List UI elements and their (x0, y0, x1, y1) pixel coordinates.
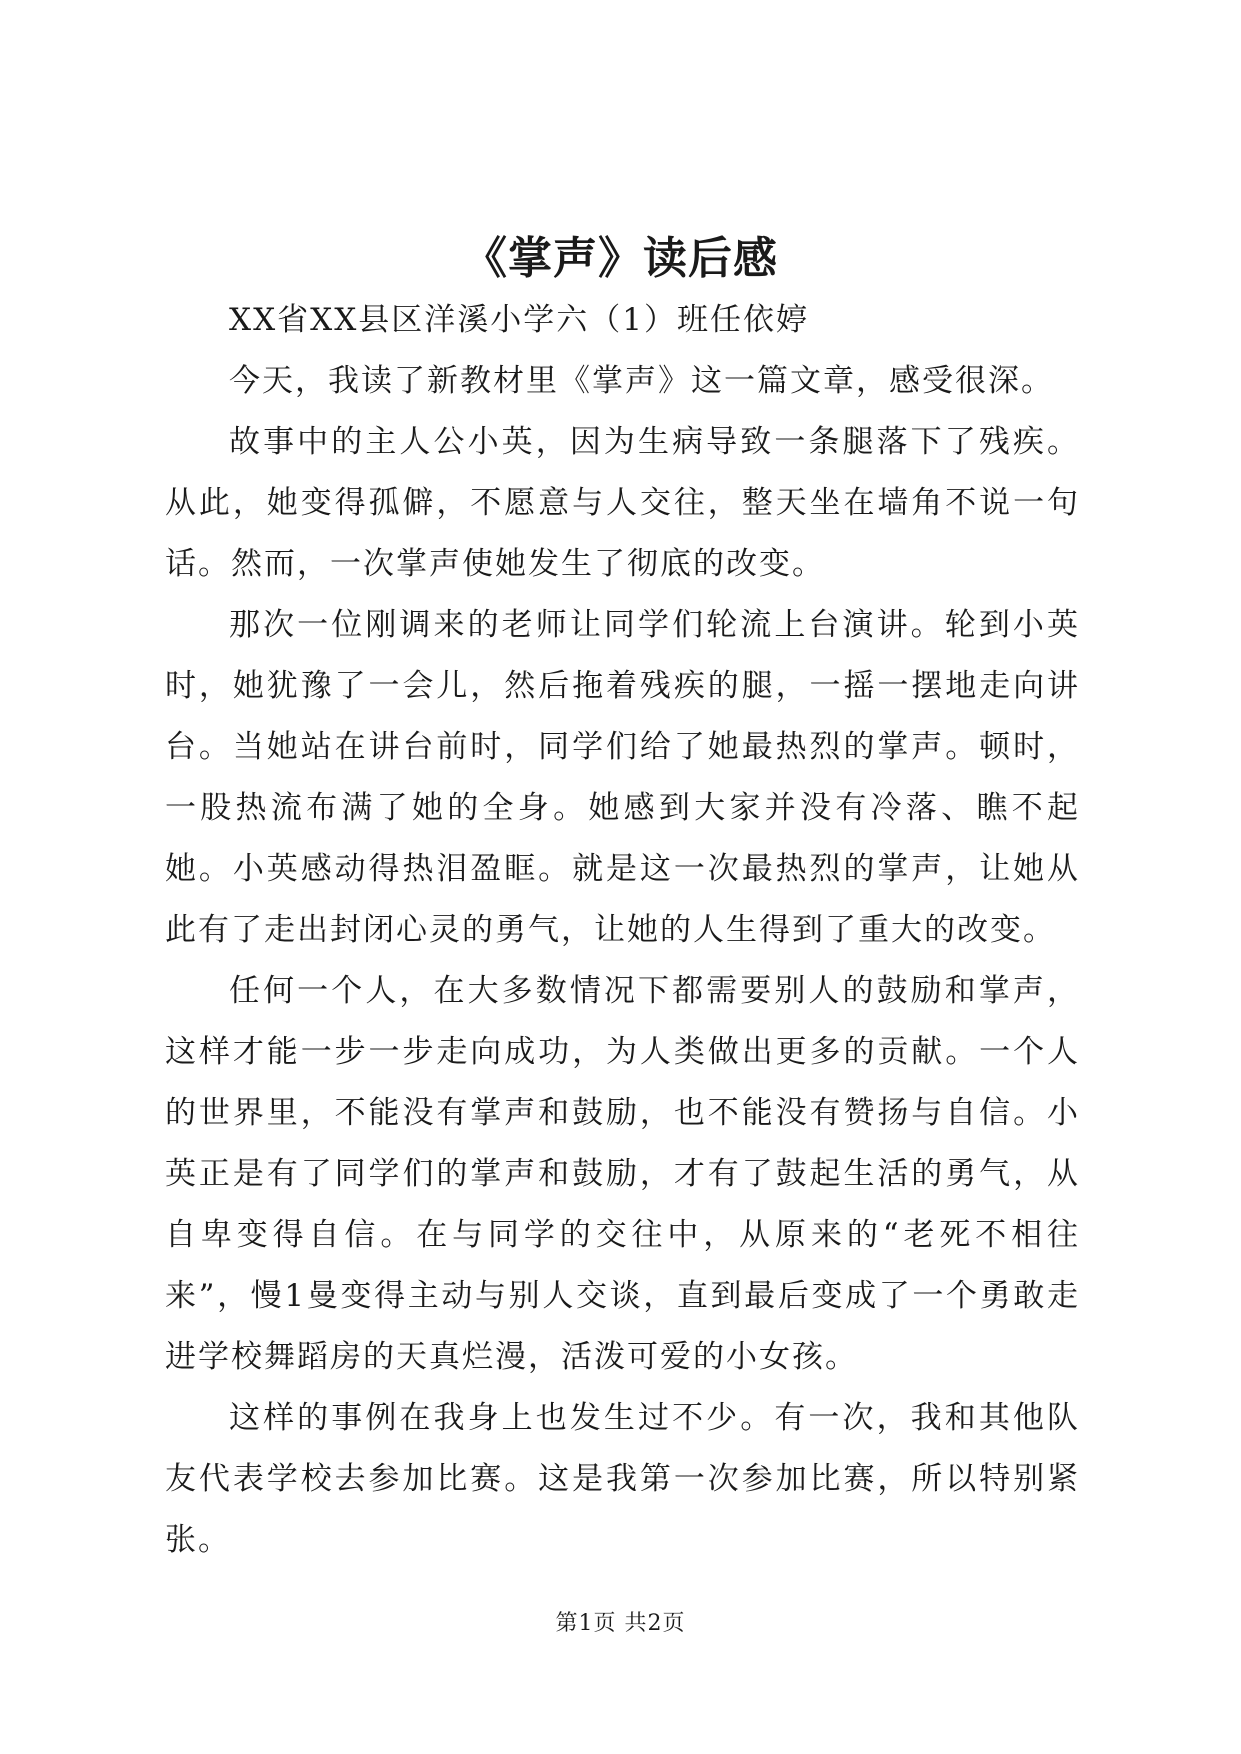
paragraph-1: 今天，我读了新教材里《掌声》这一篇文章，感受很深。 (229, 363, 1054, 399)
document-title: 《掌声》读后感 (463, 233, 778, 284)
paragraph-3: 那次一位刚调来的老师让同学们轮流上台演讲。轮到小英时，她犹豫了一会儿，然后拖着残疾的腿，一摇一摆地走向讲台。当她站在讲台前时，同学们给了她最热烈的掌声。顿时，一股热流布满了她的全身。她感到大家并没有冷落、瞧不起她。小英感动得热泪盈眶。就是这一次最热烈的掌声，让她从此有了走出封闭心灵的勇气，让她的人生得到了重大的改变。 (165, 607, 1080, 948)
paragraph-2: 故事中的主人公小英，因为生病导致一条腿落下了残疾。从此，她变得孤僻，不愿意与人交往，整天坐在墙角不说一句话。然而，一次掌声使她发生了彻底的改变。 (165, 424, 1080, 582)
page-number-footer: 第1页 共2页 (555, 1611, 686, 1636)
paragraph-5: 这样的事例在我身上也发生过不少。有一次，我和其他队友代表学校去参加比赛。这是我第一次参加比赛，所以特别紧张。 (165, 1400, 1080, 1558)
paragraph-4: 任何一个人，在大多数情况下都需要别人的鼓励和掌声，这样才能一步一步走向成功，为人类做出更多的贡献。一个人的世界里，不能没有掌声和鼓励，也不能没有赞扬与自信。小英正是有了同学们的掌声和鼓励，才有了鼓起生活的勇气，从自卑变得自信。在与同学的交往中，从原来的“老死不相往来”，慢1曼变得主动与别人交谈，直到最后变成了一个勇敢走进学校舞蹈房的天真烂漫，活泼可爱的小女孩。 (165, 973, 1080, 1375)
document-body (165, 290, 1080, 1571)
author-line: XX省XX县区洋溪小学六（1）班任依婷 (229, 302, 809, 338)
